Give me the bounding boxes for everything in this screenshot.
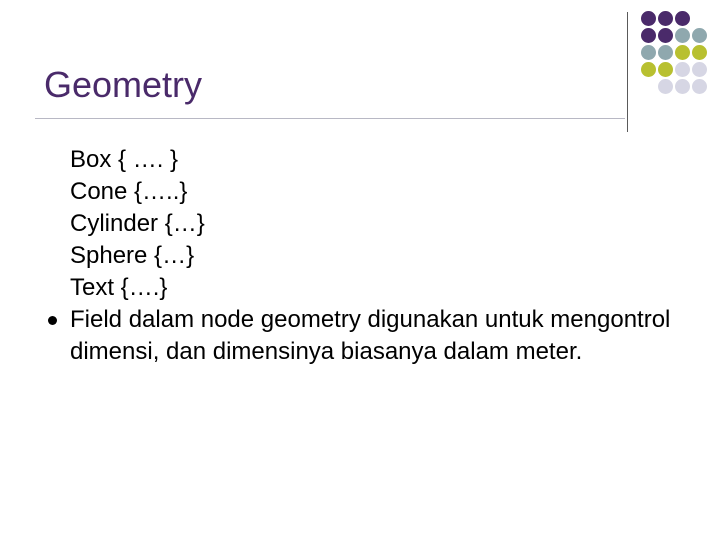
decor-dot <box>658 45 673 60</box>
bullet-item <box>70 304 690 368</box>
decor-dot <box>641 45 656 60</box>
decor-dot <box>675 28 690 43</box>
text-line-sphere: Sphere {…} <box>70 242 195 269</box>
decor-dot-grid <box>641 11 707 94</box>
slide-title: Geometry <box>44 64 203 105</box>
text-line-text: Text {….} <box>70 274 168 301</box>
decor-dot <box>641 79 656 94</box>
decor-vertical-line <box>627 12 628 132</box>
slide-body <box>70 144 690 368</box>
decor-dot <box>692 11 707 26</box>
decor-dot <box>641 62 656 77</box>
decor-dot <box>675 11 690 26</box>
decor-dot <box>641 11 656 26</box>
decor-dot <box>692 79 707 94</box>
bullet-text: Field dalam node geometry digunakan untuk mengontrol dimensi, dan dimensinya biasanya dalam meter. <box>70 306 671 365</box>
decor-dot <box>675 45 690 60</box>
decor-dot <box>641 28 656 43</box>
decor-dot <box>658 11 673 26</box>
decor-dot <box>692 28 707 43</box>
bullet-dot-icon <box>48 316 57 325</box>
text-line-cylinder: Cylinder {…} <box>70 210 205 237</box>
text-line-box: Box { …. } <box>70 146 179 173</box>
decor-dot <box>692 45 707 60</box>
decor-dot <box>658 62 673 77</box>
decor-dot <box>675 62 690 77</box>
decor-dot <box>675 79 690 94</box>
decor-dot <box>658 79 673 94</box>
title-divider <box>35 118 625 119</box>
decor-dot <box>692 62 707 77</box>
decor-dot <box>658 28 673 43</box>
text-line-cone: Cone {…..} <box>70 178 188 205</box>
